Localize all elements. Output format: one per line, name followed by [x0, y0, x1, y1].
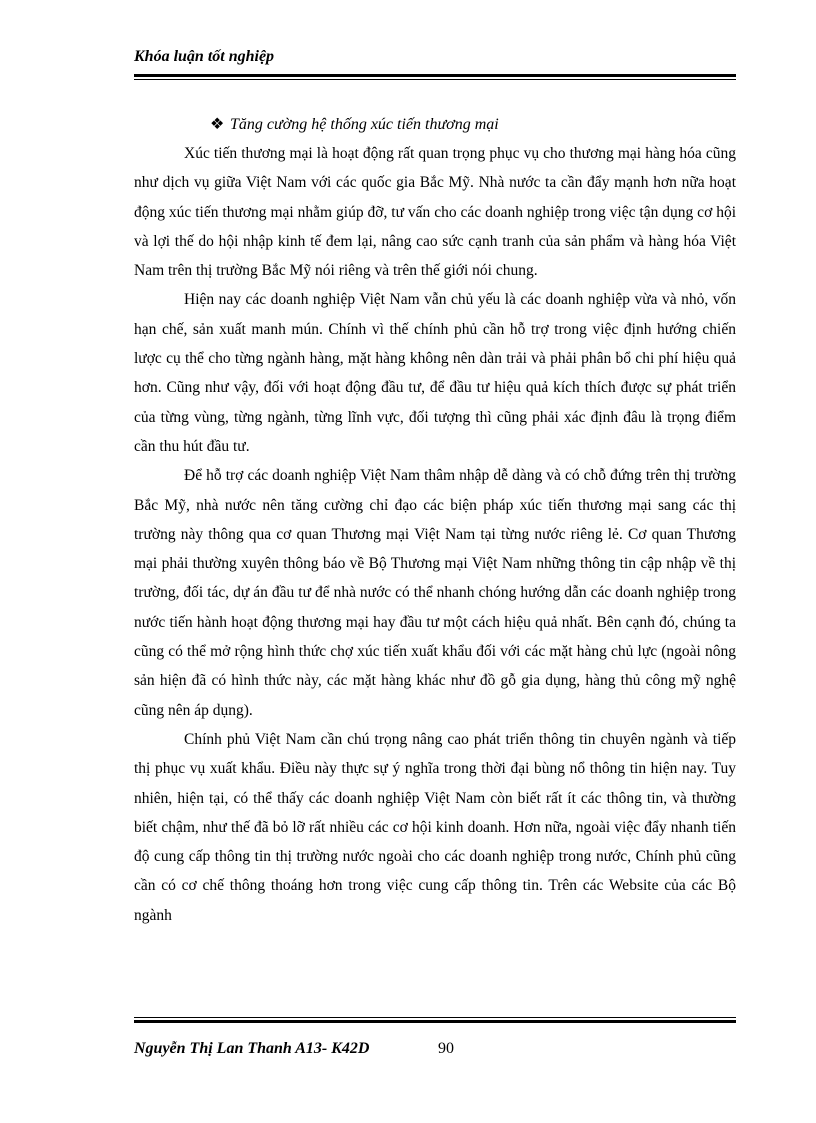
footer-author: Nguyễn Thị Lan Thanh A13- K42D: [134, 1040, 370, 1057]
diamond-bullet-icon: ❖: [210, 116, 225, 133]
section-heading-text: Tăng cường hệ thống xúc tiến thương mại: [230, 116, 499, 133]
header-title: Khóa luận tốt nghiệp: [134, 48, 275, 65]
page-body: [134, 111, 736, 930]
header-divider: [134, 74, 736, 80]
section-heading: [134, 111, 736, 139]
footer: [134, 1040, 454, 1058]
paragraph-4: Chính phủ Việt Nam cần chú trọng nâng cao phát triển thông tin chuyên ngành và tiếp thị phục vụ xuất khẩu. Điều này thực sự ý nghĩa trong thời đại bùng nổ thông tin hiện nay. Tuy nhiên, hiện tại, có thể thấy các doanh nghiệp Việt Nam còn biết rất ít các thông tin, và thường biết chậm, như thế đã bỏ lỡ rất nhiều các cơ hội kinh doanh. Hơn nữa, ngoài việc đẩy nhanh tiến độ cung cấp thông tin thị trường nước ngoài cho các doanh nghiệp trong nước, Chính phủ cũng cần có cơ chế thông thoáng hơn trong việc cung cấp thông tin. Trên các Website của các Bộ ngành: [134, 730, 736, 924]
paragraph-2: Hiện nay các doanh nghiệp Việt Nam vẫn chủ yếu là các doanh nghiệp vừa và nhỏ, vốn hạn chế, sản xuất manh mún. Chính vì thế chính phủ cần hỗ trợ trong việc định hướng chiến lược cụ thể cho từng ngành hàng, mặt hàng không nên dàn trải và phải phân bổ chi phí hiệu quả hơn. Cũng như vậy, đối với hoạt động đầu tư, để đầu tư hiệu quả kích thích được sự phát triển của từng vùng, từng ngành, từng lĩnh vực, đối tượng thì cũng phải xác định đâu là trọng điểm cần thu hút đầu tư.: [134, 291, 736, 455]
paragraph-3: Để hỗ trợ các doanh nghiệp Việt Nam thâm nhập dễ dàng và có chỗ đứng trên thị trường Bắc Mỹ, nhà nước nên tăng cường chỉ đạo các biện pháp xúc tiến thương mại sang các thị trường này thông qua cơ quan Thương mại Việt Nam tại từng nước riêng lẻ. Cơ quan Thương mại phải thường xuyên thông báo về Bộ Thương mại Việt Nam những thông tin cập nhập về thị trường, đối tác, dự án đầu tư để nhà nước có thể nhanh chóng hướng dẫn các doanh nghiệp trong nước tiến hành hoạt động thương mại hay đầu tư một cách hiệu quả nhất. Bên cạnh đó, chúng ta cũng có thể mở rộng hình thức chợ xúc tiến xuất khẩu đối với các mặt hàng chủ lực (ngoài nông sản hiện đã có hình thức này, các mặt hàng khác như đồ gỗ gia dụng, hàng thủ công mỹ nghệ cũng nên áp dụng).: [134, 467, 736, 719]
footer-divider: [134, 1017, 736, 1023]
page-number: 90: [438, 1040, 454, 1057]
paragraph-1: Xúc tiến thương mại là hoạt động rất quan trọng phục vụ cho thương mại hàng hóa cũng như dịch vụ giữa Việt Nam với các quốc gia Bắc Mỹ. Nhà nước ta cần đẩy mạnh hơn nữa hoạt động xúc tiến thương mại nhằm giúp đỡ, tư vấn cho các doanh nghiệp trong việc tận dụng cơ hội và lợi thế do hội nhập kinh tế đem lại, nâng cao sức cạnh tranh của sản phẩm và hàng hóa Việt Nam trên thị trường Bắc Mỹ nói riêng và trên thế giới nói chung.: [134, 145, 736, 280]
